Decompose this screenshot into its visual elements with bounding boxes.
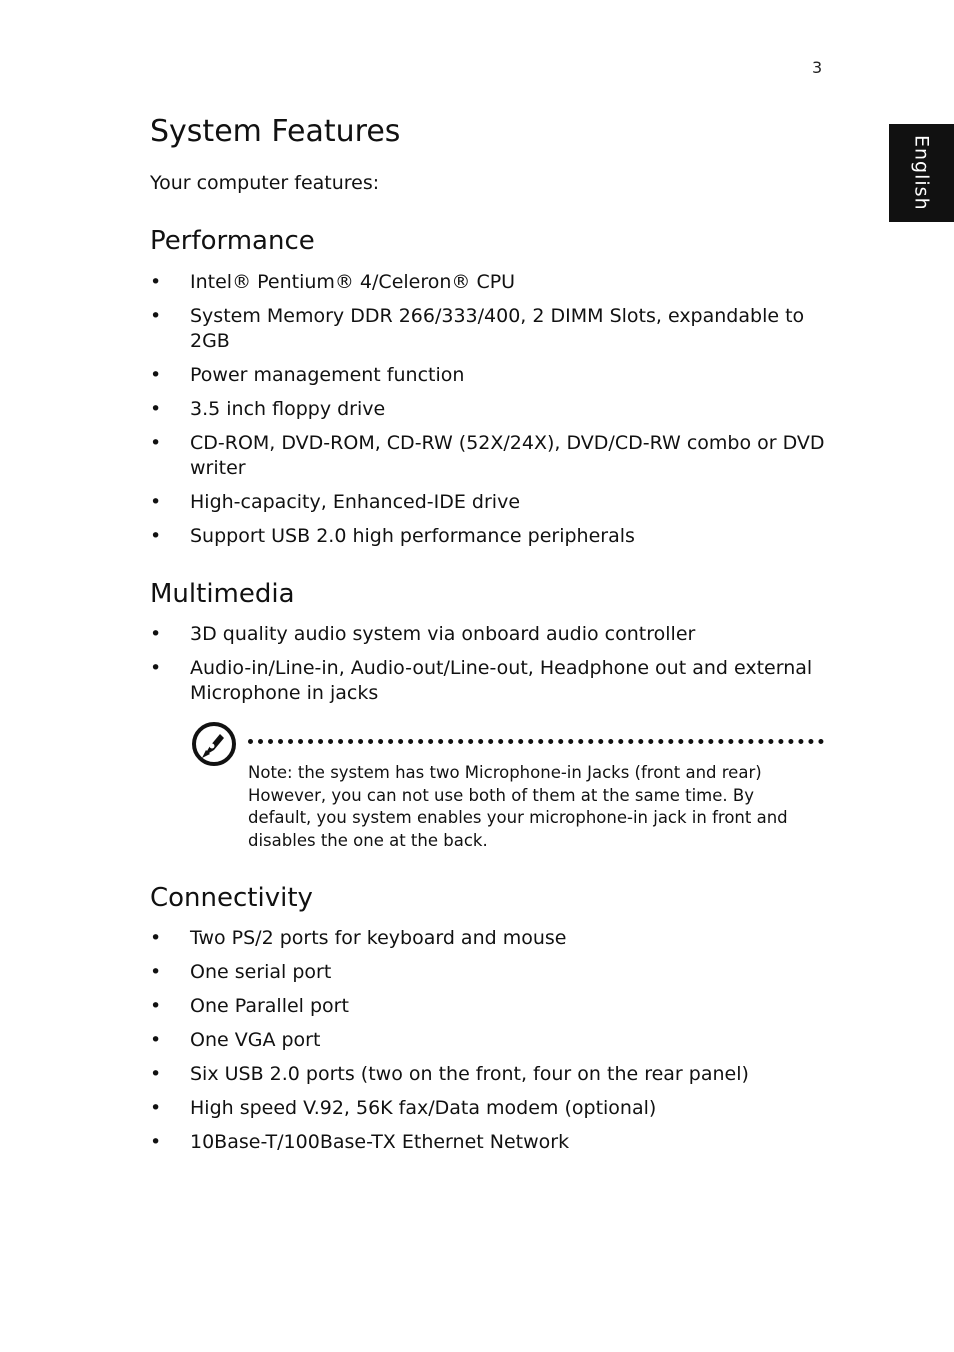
language-tab <box>889 124 954 222</box>
bullet: • <box>150 525 162 547</box>
bullet: • <box>150 1063 162 1085</box>
list-item <box>150 1096 830 1121</box>
bullet: • <box>150 623 162 645</box>
list-item-text: One serial port <box>190 961 332 983</box>
bullet: • <box>150 657 162 679</box>
list-item-text: CD-ROM, DVD-ROM, CD-RW (52X/24X), DVD/CD-RW combo or DVD writer <box>190 432 825 479</box>
bullet: • <box>150 927 162 949</box>
list-item <box>150 490 830 515</box>
list-item <box>150 1028 830 1053</box>
bullet: • <box>150 1029 162 1051</box>
list-item-text: Support USB 2.0 high performance peripherals <box>190 525 635 547</box>
list-item <box>150 960 830 985</box>
bullet: • <box>150 1097 162 1119</box>
list-item-text: One Parallel port <box>190 995 349 1017</box>
bullet: • <box>150 1131 162 1153</box>
list-item-text: Six USB 2.0 ports (two on the front, four on the rear panel) <box>190 1063 749 1085</box>
bullet: • <box>150 305 162 327</box>
list-item <box>150 270 830 295</box>
list-item <box>150 926 830 951</box>
page-number: 3 <box>812 58 823 77</box>
note-pen-icon <box>190 720 238 768</box>
performance-list <box>150 270 830 558</box>
bullet: • <box>150 491 162 513</box>
list-item <box>150 1062 830 1087</box>
page-title: System Features <box>150 114 401 149</box>
bullet: • <box>150 995 162 1017</box>
language-tab-label: English <box>910 135 933 211</box>
list-item-text: High speed V.92, 56K fax/Data modem (optional) <box>190 1097 657 1119</box>
list-item-text: 10Base-T/100Base-TX Ethernet Network <box>190 1131 570 1153</box>
list-item-text: Intel® Pentium® 4/Celeron® CPU <box>190 271 516 293</box>
list-item-text: Two PS/2 ports for keyboard and mouse <box>190 927 567 949</box>
bullet: • <box>150 961 162 983</box>
list-item-text: 3.5 inch floppy drive <box>190 398 386 420</box>
list-item <box>150 524 830 549</box>
bullet: • <box>150 398 162 420</box>
list-item-text: Power management function <box>190 364 465 386</box>
note-label: Note: <box>248 763 293 782</box>
section-heading-connectivity: Connectivity <box>150 883 313 913</box>
list-item <box>150 994 830 1019</box>
intro-text: Your computer features: <box>150 172 380 194</box>
list-item-text: High-capacity, Enhanced-IDE drive <box>190 491 521 513</box>
note-body: the system has two Microphone-in Jacks (front and rear) However, you can not use both of them at the same time. By default, you system enables your microphone-in jack in front and disables the one at the back. <box>248 763 788 850</box>
section-heading-performance: Performance <box>150 226 315 256</box>
list-item <box>150 656 830 706</box>
list-item <box>150 363 830 388</box>
note-divider <box>248 739 824 744</box>
list-item-text: Audio-in/Line-in, Audio-out/Line-out, Headphone out and external Microphone in jacks <box>190 657 813 704</box>
list-item <box>150 1130 830 1155</box>
list-item <box>150 431 830 481</box>
section-heading-multimedia: Multimedia <box>150 579 295 609</box>
bullet: • <box>150 271 162 293</box>
list-item <box>150 622 830 647</box>
multimedia-list <box>150 622 830 715</box>
list-item-text: 3D quality audio system via onboard audio controller <box>190 623 696 645</box>
bullet: • <box>150 364 162 386</box>
list-item-text: One VGA port <box>190 1029 321 1051</box>
list-item <box>150 304 830 354</box>
bullet: • <box>150 432 162 454</box>
list-item-text: System Memory DDR 266/333/400, 2 DIMM Slots, expandable to 2GB <box>190 305 805 352</box>
note-text <box>248 762 818 852</box>
connectivity-list <box>150 926 830 1164</box>
list-item <box>150 397 830 422</box>
